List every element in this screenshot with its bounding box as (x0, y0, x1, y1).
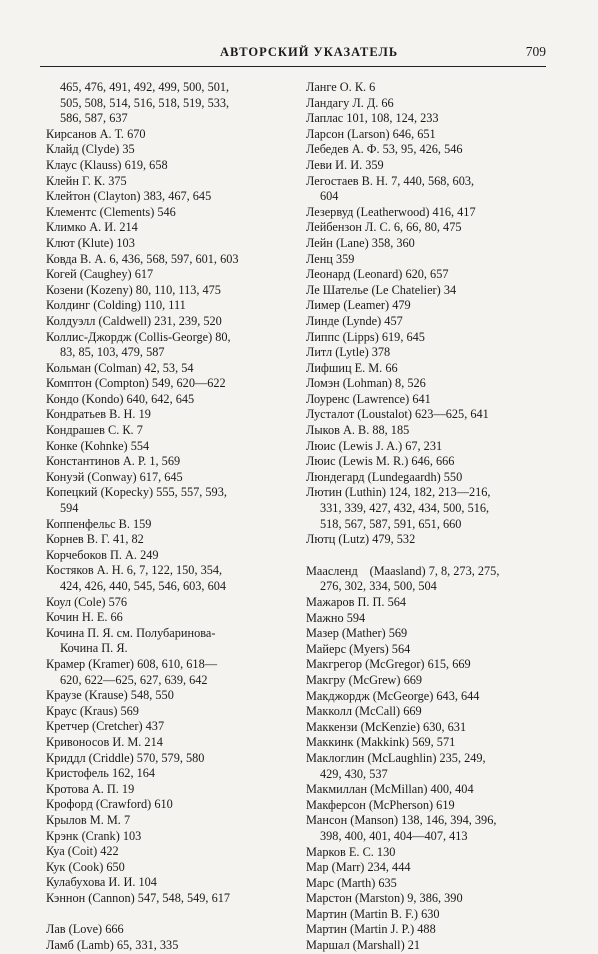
index-entry: Крофорд (Crawford) 610 (46, 797, 173, 812)
index-entry: Кондрашев С. К. 7 (46, 423, 143, 438)
index-entry-continuation: 424, 426, 440, 545, 546, 603, 604 (60, 579, 227, 593)
index-entry: Кочина П. Я. см. Полубаринова- (46, 625, 216, 640)
index-entry: Криддл (Criddle) 570, 579, 580 (46, 750, 205, 765)
index-entry: Кондратьев В. Н. 19 (46, 407, 151, 422)
index-entry: Константинов А. Р. 1, 569 (46, 454, 181, 469)
index-entry-continuation: 518, 567, 587, 591, 651, 660 (320, 516, 462, 531)
index-entry: Крэнк (Crank) 103 (46, 828, 142, 843)
index-entry: Лыков А. В. 88, 185 (306, 423, 410, 438)
index-entry: Кук (Cook) 650 (46, 859, 125, 874)
index-entry-continuation: 276, 302, 334, 500, 504 (320, 579, 437, 594)
index-entry: Марс (Marth) 635 (306, 875, 397, 890)
header-title: АВТОРСКИЙ УКАЗАТЕЛЬ (220, 45, 399, 59)
index-entry: Ламб (Lamb) 65, 331, 335 (46, 938, 179, 953)
index-entry: Клейтон (Clayton) 383, 467, 645 (46, 189, 212, 204)
index-entry: Лаплас 101, 108, 124, 233 (306, 111, 439, 126)
index-entry: Ле Шателье (Le Chatelier) 34 (306, 282, 457, 297)
index-entry: Ларсон (Larson) 646, 651 (306, 126, 436, 141)
index-entry: Крамер (Kramer) 608, 610, 618— (46, 656, 218, 671)
index-entry: Комптон (Compton) 549, 620—622 (46, 376, 226, 391)
index-entry: Макджордж (McGeorge) 643, 644 (306, 688, 480, 703)
index-entry: Клементс (Clements) 546 (46, 204, 176, 219)
index-entry-continuation: 620, 622—625, 627, 639, 642 (60, 672, 208, 687)
index-entry: Ланге О. К. 6 (306, 80, 376, 94)
index-entry-continuation: 331, 339, 427, 432, 434, 500, 516, (320, 501, 490, 516)
index-entry: Лифшиц Е. М. 66 (306, 360, 398, 375)
index-entry: Маклоглин (McLaughlin) 235, 249, (306, 750, 486, 765)
index-entry: Линде (Lynde) 457 (306, 313, 403, 328)
index-entry: Конке (Kohnke) 554 (46, 438, 150, 453)
index-entry: Лейбензон Л. С. 6, 66, 80, 475 (306, 220, 462, 235)
index-entry-continuation: 594 (60, 501, 79, 516)
index-entry: Маккензи (McKenzie) 630, 631 (306, 719, 467, 734)
index-entry: Краус (Kraus) 569 (46, 703, 139, 718)
index-entry: Кристофель 162, 164 (46, 766, 156, 781)
index-entry: Кретчер (Cretcher) 437 (46, 719, 165, 734)
index-entry: Кондо (Kondo) 640, 642, 645 (46, 391, 195, 406)
index-entry: Маккинк (Makkink) 569, 571 (306, 735, 456, 750)
index-entry: Макмиллан (McMillan) 400, 404 (306, 782, 474, 797)
index-entry: Лютц (Lutz) 479, 532 (306, 532, 416, 547)
index-entry: Мансон (Manson) 138, 146, 394, 396, (306, 813, 497, 828)
index-entry: Клаус (Klauss) 619, 658 (46, 157, 168, 172)
index-entry: Мажаров П. П. 564 (306, 595, 407, 609)
running-header (40, 44, 546, 67)
index-entry: Люис (Lewis M. R.) 646, 666 (306, 454, 455, 469)
index-column-right (306, 80, 552, 954)
index-entry-continuation: 586, 587, 637 (60, 111, 128, 126)
index-entry: Колдуэлл (Caldwell) 231, 239, 520 (46, 313, 222, 328)
index-entry: Крылов М. М. 7 (46, 812, 131, 827)
index-entry: Кочин Н. Е. 66 (46, 610, 123, 625)
index-entry: Краузе (Krause) 548, 550 (46, 688, 174, 703)
index-entry-continuation: 83, 85, 103, 479, 587 (60, 345, 165, 360)
index-entry-continuation: 429, 430, 537 (320, 766, 388, 781)
index-column-left (46, 80, 292, 954)
index-entry: Ленц 359 (306, 251, 355, 266)
index-entry-continuation: 604 (320, 189, 339, 204)
index-entry: Костяков А. Н. 6, 7, 122, 150, 354, (46, 563, 223, 578)
index-entry: Клют (Klute) 103 (46, 235, 135, 250)
index-entry-continuation: Кочина П. Я. (60, 641, 128, 656)
section-gap (306, 548, 552, 564)
index-entry: Лютин (Luthin) 124, 182, 213—216, (306, 485, 491, 500)
index-entry: Люндегард (Lundegaardh) 550 (306, 469, 463, 484)
index-entry: Клейн Г. К. 375 (46, 173, 127, 188)
index-entry: Макколл (McCall) 669 (306, 704, 422, 719)
index-entry-continuation: 398, 400, 401, 404—407, 413 (320, 828, 468, 843)
index-entry-continuation: 465, 476, 491, 492, 499, 500, 501, (60, 80, 230, 94)
index-entry: Мааслендᅠ(Maasland) 7, 8, 273, 275, (306, 563, 500, 578)
index-entry: Кольман (Colman) 42, 53, 54 (46, 360, 194, 375)
index-entry: Литл (Lytle) 378 (306, 345, 391, 360)
index-entry: Мажно 594 (306, 610, 366, 625)
index-entry: Люис (Lewis J. A.) 67, 231 (306, 438, 443, 453)
index-entry-continuation: 505, 508, 514, 516, 518, 519, 533, (60, 95, 230, 110)
index-entry: Леви И. И. 359 (306, 157, 384, 172)
index-entry: Козени (Kozeny) 80, 110, 113, 475 (46, 282, 221, 297)
index-entry: Макгрегор (McGregor) 615, 669 (306, 657, 471, 672)
index-entry: Коппенфельс В. 159 (46, 516, 152, 531)
index-entry: Кирсанов А. Т. 670 (46, 126, 146, 141)
index-entry: Клайд (Clyde) 35 (46, 142, 135, 157)
index-entry: Кэннон (Cannon) 547, 548, 549, 617 (46, 890, 231, 905)
index-entry: Лезервуд (Leatherwood) 416, 417 (306, 204, 476, 219)
page-number: 709 (525, 44, 546, 59)
index-entry: Маршал (Marshall) 21 (306, 938, 421, 953)
index-entry: Колдинг (Colding) 110, 111 (46, 298, 186, 313)
index-entry: Ландагу Л. Д. 66 (306, 95, 394, 110)
index-entry: Кривоносов И. М. 214 (46, 734, 163, 749)
index-entry: Мартин (Martin B. F.) 630 (306, 906, 440, 921)
index-entry: Кулабухова И. И. 104 (46, 875, 157, 890)
index-entry: Корнев В. Г. 41, 82 (46, 532, 144, 547)
index-entry: Марков Е. С. 130 (306, 844, 396, 859)
index-entry: Куа (Coit) 422 (46, 844, 119, 859)
index-entry: Ломэн (Lohman) 8, 526 (306, 376, 426, 391)
index-entry: Корчебоков П. А. 249 (46, 547, 159, 562)
index-entry: Легостаев В. Н. 7, 440, 568, 603, (306, 173, 475, 188)
index-entry: Марстон (Marston) 9, 386, 390 (306, 891, 463, 906)
index-entry: Лусталот (Loustalot) 623—625, 641 (306, 407, 489, 422)
index-entry: Леонард (Leonard) 620, 657 (306, 267, 449, 282)
index-entry: Ковда В. А. 6, 436, 568, 597, 601, 603 (46, 251, 239, 266)
index-entry: Мазер (Mather) 569 (306, 626, 408, 641)
index-entry: Коул (Cole) 576 (46, 594, 128, 609)
index-entry: Лимер (Leamer) 479 (306, 298, 411, 313)
index-entry: Кротова А. П. 19 (46, 781, 135, 796)
index-entry: Лав (Love) 666 (46, 922, 124, 937)
index-entry: Климко А. И. 214 (46, 220, 138, 235)
index-entry: Копецкий (Kopecky) 555, 557, 593, (46, 485, 227, 500)
index-entry: Лебедев А. Ф. 53, 95, 426, 546 (306, 142, 463, 157)
index-entry: Коллис-Джордж (Collis-George) 80, (46, 329, 231, 344)
index-entry: Мартин (Martin J. P.) 488 (306, 922, 436, 937)
index-entry: Мар (Marr) 234, 444 (306, 860, 411, 875)
index-entry: Конуэй (Conway) 617, 645 (46, 469, 183, 484)
section-gap (46, 906, 292, 922)
index-entry: Лейн (Lane) 358, 360 (306, 235, 415, 250)
index-entry: Липпс (Lipps) 619, 645 (306, 329, 425, 344)
index-entry: Макферсон (McPherson) 619 (306, 797, 455, 812)
index-entry: Лоуренс (Lawrence) 641 (306, 391, 431, 406)
index-entry: Когей (Caughey) 617 (46, 267, 154, 282)
index-entry: Макгру (McGrew) 669 (306, 672, 423, 687)
index-entry: Майерс (Myers) 564 (306, 641, 411, 656)
